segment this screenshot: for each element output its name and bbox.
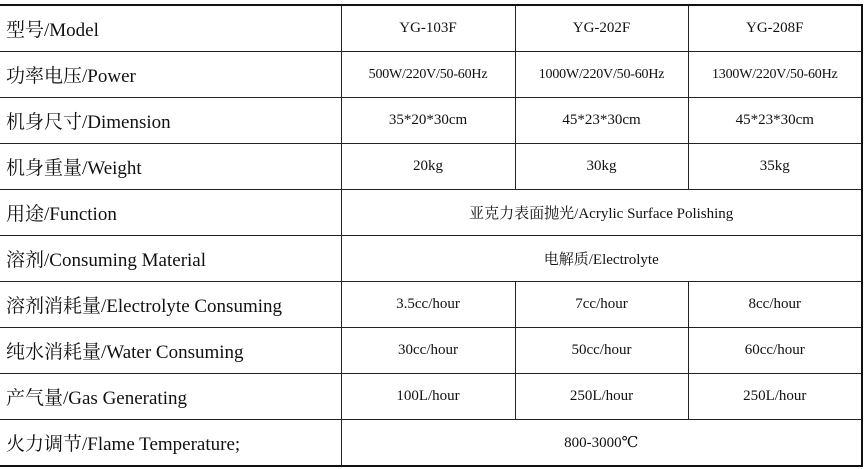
table-row-flame-temperature: [0, 420, 862, 467]
row-label: 产气量/Gas Generating: [0, 374, 341, 420]
cell-yg-208f: 45*23*30cm: [688, 98, 862, 144]
cell-yg-103f: YG-103F: [341, 5, 515, 52]
table-row-water-consuming: [0, 328, 862, 374]
cell-yg-202f: 250L/hour: [515, 374, 688, 420]
row-label: 机身尺寸/Dimension: [0, 98, 341, 144]
cell-yg-202f: YG-202F: [515, 5, 688, 52]
cell-yg-208f: YG-208F: [688, 5, 862, 52]
cell-yg-202f: 30kg: [515, 144, 688, 190]
cell-yg-202f: 7cc/hour: [515, 282, 688, 328]
cell-yg-103f: 30cc/hour: [341, 328, 515, 374]
cell-yg-202f: 50cc/hour: [515, 328, 688, 374]
row-label: 机身重量/Weight: [0, 144, 341, 190]
cell-yg-103f: 20kg: [341, 144, 515, 190]
cell-yg-208f: 250L/hour: [688, 374, 862, 420]
table-row-power: [0, 52, 862, 98]
cell-yg-202f: 1000W/220V/50-60Hz: [515, 52, 688, 98]
table-row-electrolyte-consuming: [0, 282, 862, 328]
row-label: 纯水消耗量/Water Consuming: [0, 328, 341, 374]
cell-yg-208f: 35kg: [688, 144, 862, 190]
row-label: 用途/Function: [0, 190, 341, 236]
cell-yg-103f: 100L/hour: [341, 374, 515, 420]
cell-yg-202f: 45*23*30cm: [515, 98, 688, 144]
table-row-dimension: [0, 98, 862, 144]
table-row-consuming-material: [0, 236, 862, 282]
row-label: 型号/Model: [0, 5, 341, 52]
table-row-weight: [0, 144, 862, 190]
table-row-function: [0, 190, 862, 236]
cell-yg-103f: 500W/220V/50-60Hz: [341, 52, 515, 98]
cell-yg-103f: 35*20*30cm: [341, 98, 515, 144]
cell-yg-103f: 3.5cc/hour: [341, 282, 515, 328]
row-label: 溶剂/Consuming Material: [0, 236, 341, 282]
table-row-gas-generating: [0, 374, 862, 420]
spec-table: [0, 4, 863, 467]
row-label: 溶剂消耗量/Electrolyte Consuming: [0, 282, 341, 328]
cell-yg-208f: 60cc/hour: [688, 328, 862, 374]
merged-cell: 亚克力表面抛光/Acrylic Surface Polishing: [341, 190, 862, 236]
cell-yg-208f: 8cc/hour: [688, 282, 862, 328]
table-row-model: [0, 5, 862, 52]
row-label: 功率电压/Power: [0, 52, 341, 98]
merged-cell: 800-3000℃: [341, 420, 862, 467]
cell-yg-208f: 1300W/220V/50-60Hz: [688, 52, 862, 98]
merged-cell: 电解质/Electrolyte: [341, 236, 862, 282]
row-label: 火力调节/Flame Temperature;: [0, 420, 341, 467]
